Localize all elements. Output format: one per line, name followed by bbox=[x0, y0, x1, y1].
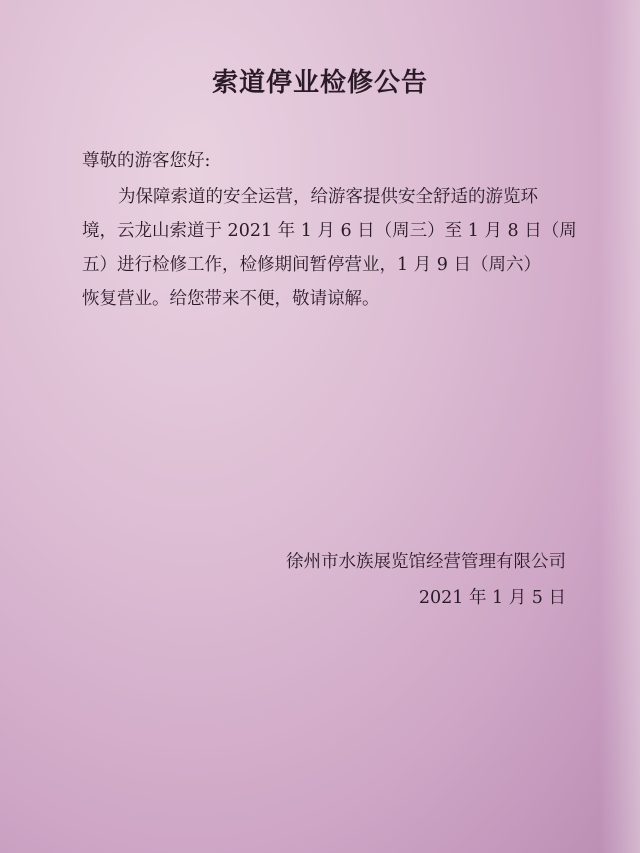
issuer-company: 徐州市水族展览馆经营管理有限公司 bbox=[286, 552, 566, 572]
body-line: 五）进行检修工作，检修期间暂停营业，1 月 9 日（周六） bbox=[82, 255, 541, 275]
notice-title: 索道停业检修公告 bbox=[211, 68, 428, 98]
salutation: 尊敬的游客您好: bbox=[82, 151, 211, 171]
body-line: 恢复营业。给您带来不便，敬请谅解。 bbox=[82, 289, 380, 309]
body-line: 为保障索道的安全运营，给游客提供安全舒适的游览环 bbox=[118, 187, 538, 207]
notice-body bbox=[82, 180, 582, 316]
paper-edge-shade bbox=[600, 0, 640, 853]
issue-date: 2021 年 1 月 5 日 bbox=[418, 588, 566, 608]
body-line: 境，云龙山索道于 2021 年 1 月 6 日（周三）至 1 月 8 日（周 bbox=[82, 221, 577, 241]
